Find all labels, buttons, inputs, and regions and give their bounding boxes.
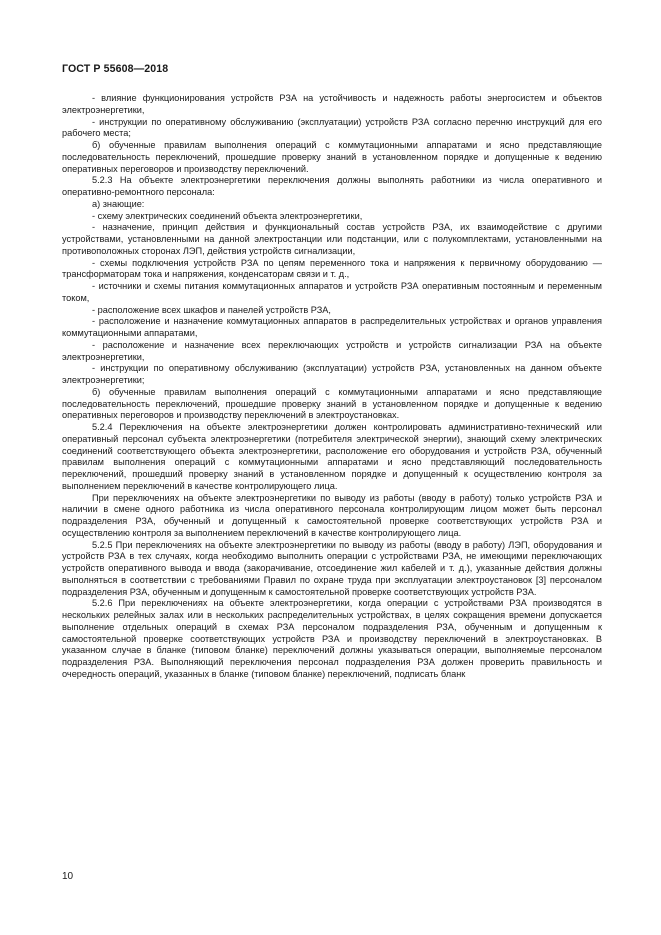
paragraph: а) знающие: (92, 198, 145, 209)
paragraph: 5.2.3 На объекте электроэнергетики переключения должны выполнять работники из числа оперативного и оперативно-ремонтного персонала: (62, 175, 602, 197)
paragraph: - назначение, принцип действия и функциональный состав устройств РЗА, их взаимодействие с другими устройствами, установленными на данной электростанции или подстанции, или с полукомплектами, установленными на противоположных сторонах ЛЭП, действия устройств сигнализации, (62, 222, 602, 256)
paragraph: - схемы подключения устройств РЗА по цепям переменного тока и напряжения к первичному оборудованию — трансформаторам тока и напряжения, конденсаторам связи и т. д., (62, 257, 602, 280)
paragraph: - расположение всех шкафов и панелей устройств РЗА, (92, 304, 331, 315)
paragraph: - расположение и назначение коммутационных аппаратов в распределительных устройствах и органов управления коммутационными аппаратами, (62, 316, 602, 338)
paragraph: 5.2.5 При переключениях на объекте электроэнергетики по выводу из работы (вводу в работу) ЛЭП, оборудования и устройств РЗА в тех случаях, когда необходимо выполнить операции с устройствами РЗА, не имеющими переключающих устройств оперативного вывода и ввода (закорачивание, отсоединение жил кабелей и т. д.), указанные действия должны выполняться в соответствии с требованиями Правил по охране труда при эксплуатации электроустановок [3] персоналом подразделения РЗА, обученным и допущенным к самостоятельной проверке соответствующих устройств РЗА. (62, 539, 602, 597)
paragraph: - влияние функционирования устройств РЗА на устойчивость и надежность работы энергосистем и объектов электроэнергетики, (62, 93, 602, 115)
paragraph: - схему электрических соединений объекта электроэнергетики, (92, 210, 363, 221)
paragraph: При переключениях на объекте электроэнергетики по выводу из работы (вводу в работу) только устройств РЗА и наличии в смене одного работника из числа оперативного персонала контролирующим лицом может быть персонал подразделения РЗА, обученный и допущенный к самостоятельной проверке соответствующих устройств РЗА и осуществлению контроля за выполнением переключений в качестве контролирующего лица. (62, 492, 602, 538)
paragraph: - инструкции по оперативному обслуживанию (эксплуатации) устройств РЗА, установленных на данном объекте электроэнергетики; (62, 363, 602, 385)
paragraph: - расположение и назначение всех переключающих устройств и устройств сигнализации РЗА на объекте электроэнергетики, (62, 339, 602, 362)
document-header: ГОСТ Р 55608—2018 (62, 63, 169, 75)
paragraph: 5.2.4 Переключения на объекте электроэнергетики должен контролировать административно-технический или оперативный персонал субъекта электроэнергетики (потребителя электрической энергии), знающий схему электрических соединений соответствующего объекта электроэнергетики, расположение его оборудования и устройств РЗА, обученный правилам выполнения операций с коммутационными аппаратами и ясно представляющий последовательность переключений, прошедший проверку знаний в установленном порядке и допущенный к осуществлению контроля за выполнением переключений в качестве контролирующего лица. (62, 422, 602, 491)
paragraph: б) обученные правилам выполнения операций с коммутационными аппаратами и ясно представляющие последовательность переключений, прошедшие проверку знаний в установленном порядке и допущенные к ведению оперативных переговоров и производству переключений в электроустановках. (62, 386, 602, 421)
page-number: 10 (62, 871, 74, 882)
document-body (62, 93, 602, 681)
paragraph: - инструкции по оперативному обслуживанию (эксплуатации) устройств РЗА согласно перечню инструкций для его рабочего места; (62, 116, 602, 139)
paragraph: - источники и схемы питания коммутационных аппаратов и устройств РЗА оперативным постоянным и переменным током, (62, 281, 602, 303)
paragraph: б) обученные правилам выполнения операций с коммутационными аппаратами и ясно представляющие последовательность переключений, прошедшие проверку знаний в установленном порядке и допущенные к ведению оперативных переговоров и производству переключений. (62, 140, 602, 174)
paragraph: 5.2.6 При переключениях на объекте электроэнергетики, когда операции с устройствами РЗА производятся в нескольких релейных залах или в нескольких распределительных устройствах, в целях сокращения времени допускается выполнение отдельных операций в схемах РЗА персоналом подразделения РЗА, обученным и допущенным к самостоятельной проверке соответствующих устройств РЗА и производству переключений в электроустановках. В указанном случае в бланке (типовом бланке) переключений должны указываться операции, выполняемые персоналом подразделения РЗА. Выполняющий переключения персонал подразделения РЗА должен проверить правильность и очередность операций, указанных в бланке (типовом бланке) переключений, подписать бланк (62, 598, 602, 679)
